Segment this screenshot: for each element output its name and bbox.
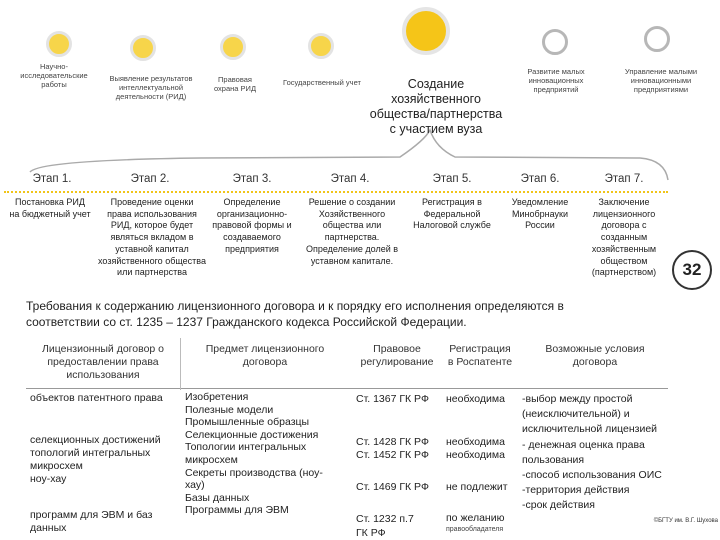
stage-desc-6: Уведомление Минобрнауки России xyxy=(511,197,569,231)
top-label-2: Выявление результатов интеллектуальной деятельности (РИД) xyxy=(109,74,193,101)
table-cell-c3-r4: Ст. 1232 п.7 ГК РФ xyxy=(356,513,414,539)
table-cell-c3-r2: Ст. 1428 ГК РФ Ст. 1452 ГК РФ xyxy=(356,436,429,461)
table-cell-subjects: Изобретения Полезные модели Промышленные образцы Селекционные достижения Топологии интегральных микросхем Секреты производства (ноу- хау) Базы данных Программы для ЭВМ xyxy=(185,391,323,517)
stage-desc-1: Постановка РИД на бюджетный учет xyxy=(9,197,91,219)
stage-2: Этап 2. xyxy=(130,173,170,185)
step-circle-3[interactable] xyxy=(220,34,246,60)
table-cell-c4-r4: по желанию xyxy=(446,512,505,524)
table-cell-c1-r2: селекционных достижений топологий интегральных микросхем ноу-хау xyxy=(30,434,161,485)
table-cell-c3-r1: Ст. 1367 ГК РФ xyxy=(356,393,429,405)
stage-1: Этап 1. xyxy=(32,173,72,185)
stage-desc-7: Заключение лицензионного договора с созданным хозяйственным обществом (партнерством) xyxy=(591,197,657,278)
table-cell-c1-r1: объектов патентного права xyxy=(30,392,163,404)
table-cell-c4-r3: не подлежит xyxy=(446,481,508,493)
requirements-text: Требования к содержанию лицензионного договора и к порядку его исполнения определяются в соответствии со ст. 1235 – 1237 Гражданского кодекса Российской Федерации. xyxy=(26,299,564,329)
table-cell-c4-r1: необходима xyxy=(446,393,505,405)
stage-separator xyxy=(4,191,668,193)
table-header-rule xyxy=(26,388,668,389)
table-header-registration: Регистрация в Роспатенте xyxy=(447,343,513,368)
step-circle-2[interactable] xyxy=(130,35,156,61)
table-col-divider xyxy=(180,338,181,390)
top-label-7: Управление малыми инновационными предприятиями xyxy=(624,67,698,94)
table-cell-c1-r3: программ для ЭВМ и баз данных xyxy=(30,509,153,534)
page-number: 32 xyxy=(672,250,712,290)
stage-3: Этап 3. xyxy=(232,173,272,185)
step-circle-5-active[interactable] xyxy=(402,7,450,55)
stage-desc-2: Проведение оценки права использования РИД, которое будет являться вкладом в уставной капитал хозяйственного общества или партнерства xyxy=(98,197,206,278)
stage-4: Этап 4. xyxy=(330,173,370,185)
stage-desc-3: Определение организационно- правовой формы и создаваемого предприятия xyxy=(212,197,292,254)
step-circle-6[interactable] xyxy=(542,29,568,55)
table-header-contract: Лицензионный договор о предоставлении права использования xyxy=(41,343,165,381)
stage-7: Этап 7. xyxy=(604,173,644,185)
top-label-4: Государственный учет xyxy=(283,78,361,87)
step-circle-4[interactable] xyxy=(308,33,334,59)
stage-desc-4: Решение о создании Хозяйственного общества или партнерства. Определение долей в уставном капитале. xyxy=(305,197,399,266)
footer-credit: ©БГТУ им. В.Г. Шухова xyxy=(653,518,718,524)
stage-5: Этап 5. xyxy=(432,173,472,185)
stage-6: Этап 6. xyxy=(520,173,560,185)
top-label-5: Создание хозяйственного общества/партнерства с участием вуза xyxy=(369,77,503,136)
top-label-1: Научно- исследовательские работы xyxy=(20,62,88,89)
top-label-6: Развитие малых инновационных предприятий xyxy=(527,67,585,94)
table-header-conditions: Возможные условия договора xyxy=(545,343,645,368)
table-cell-c3-r3: Ст. 1469 ГК РФ xyxy=(356,481,429,493)
top-label-3: Правовая охрана РИД xyxy=(213,75,257,93)
table-cell-c4-r4-note: правообладателя xyxy=(446,526,504,533)
table-cell-conditions: -выбор между простой (неисключительной) и исключительной лицензией - денежная оценка права пользования -способ использования ОИС -территория действия -срок действия xyxy=(522,393,662,512)
table-header-subject: Предмет лицензионного договора xyxy=(205,343,325,368)
table-header-regulation: Правовое регулирование xyxy=(360,343,434,368)
table-cell-c4-r2: необходима необходима xyxy=(446,436,505,461)
step-circle-7[interactable] xyxy=(644,26,670,52)
step-circle-1[interactable] xyxy=(46,31,72,57)
stage-desc-5: Регистрация в Федеральной Налоговой службе xyxy=(413,197,491,231)
